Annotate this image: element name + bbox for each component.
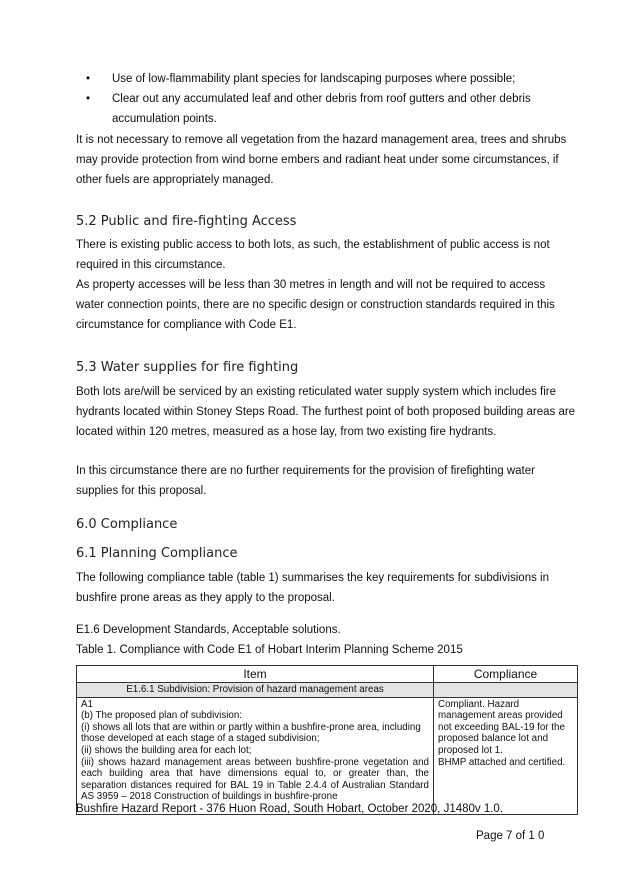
section-heading-6-1: 6.1 Planning Compliance: [76, 546, 238, 561]
bullet-icon: •: [86, 73, 91, 85]
paragraph-property-access: As property accesses will be less than 30 metres in length and will not be required to access water connection points, there are no specific design or construction standards required in this circumstance for compliance with Code E1.: [76, 279, 555, 331]
item-line: (i) shows all lots that are within or partly within a bushfire-prone area, including those developed at each stage of a staged subdivision;: [81, 721, 421, 745]
list-item: • Use of low-flammability plant species for landscaping purposes where possible;: [86, 70, 566, 90]
page-footer: Bushfire Hazard Report - 376 Huon Road, South Hobart, October 2020, J1480v 1.0.: [76, 803, 504, 815]
table-caption: Table 1. Compliance with Code E1 of Hobart Interim Planning Scheme 2015: [76, 644, 463, 656]
item-cell: [77, 697, 434, 814]
compliance-text: Compliant. Hazard management areas provided not exceeding BAL-19 for the proposed balance lot and proposed lot 1.: [438, 698, 565, 756]
compliance-text: BHMP attached and certified.: [438, 756, 566, 768]
paragraph-compliance-intro: The following compliance table (table 1) summarises the key requirements for subdivisions in bushfire prone areas as they apply to the proposal.: [76, 572, 549, 604]
section-heading-5-3: 5.3 Water supplies for fire fighting: [76, 360, 299, 375]
list-item: • Clear out any accumulated leaf and other debris from roof gutters and other debris accumulation points.: [86, 90, 566, 130]
item-code: A1: [81, 698, 93, 710]
table-subheading-blank: [434, 683, 578, 698]
page-number: Page 7 of 1 0: [476, 830, 545, 842]
compliance-table: [76, 665, 578, 815]
table-subheading: E1.6.1 Subdivision: Provision of hazard management areas: [77, 683, 434, 698]
item-line: (b) The proposed plan of subdivision:: [81, 710, 243, 722]
compliance-cell: [434, 697, 578, 814]
table-header-row: [77, 666, 578, 683]
item-line: (ii) shows the building area for each lot;: [81, 744, 252, 756]
column-header-compliance: Compliance: [434, 666, 578, 683]
section-heading-5-2: 5.2 Public and fire-fighting Access: [76, 214, 297, 229]
bullet-list: [86, 70, 566, 129]
item-line: (iii) shows hazard management areas between bushfire-prone vegetation and each building area that have dimensions equal to, or greater than, the separation distances required for BAL 19 in Table 2.4.4 of Australian Standard AS 3959 – 2018 Construction of buildings in bushfire-prone: [81, 756, 429, 803]
paragraph-vegetation: It is not necessary to remove all vegetation from the hazard management area, trees and shrubs may provide protection from wind borne embers and radiant heat under some circumstances, if other fuels are appropriately managed.: [76, 134, 567, 186]
table-row: [77, 697, 578, 814]
column-header-item: Item: [77, 666, 434, 683]
table-subheading-row: [77, 683, 578, 698]
paragraph-water-supply: Both lots are/will be serviced by an existing reticulated water supply system which includes fire hydrants located within Stoney Steps Road. The furthest point of both proposed building areas are located within 120 metres, measured as a hose lay, from two existing fire hydrants.: [76, 386, 576, 438]
standards-line: E1.6 Development Standards, Acceptable solutions.: [76, 624, 341, 636]
paragraph-public-access: There is existing public access to both lots, as such, the establishment of public access is not required in this circumstance.: [76, 239, 550, 271]
section-heading-6-0: 6.0 Compliance: [76, 517, 178, 532]
paragraph-water-requirements: In this circumstance there are no further requirements for the provision of firefighting water supplies for this proposal.: [76, 465, 535, 497]
bullet-icon: •: [86, 92, 91, 105]
